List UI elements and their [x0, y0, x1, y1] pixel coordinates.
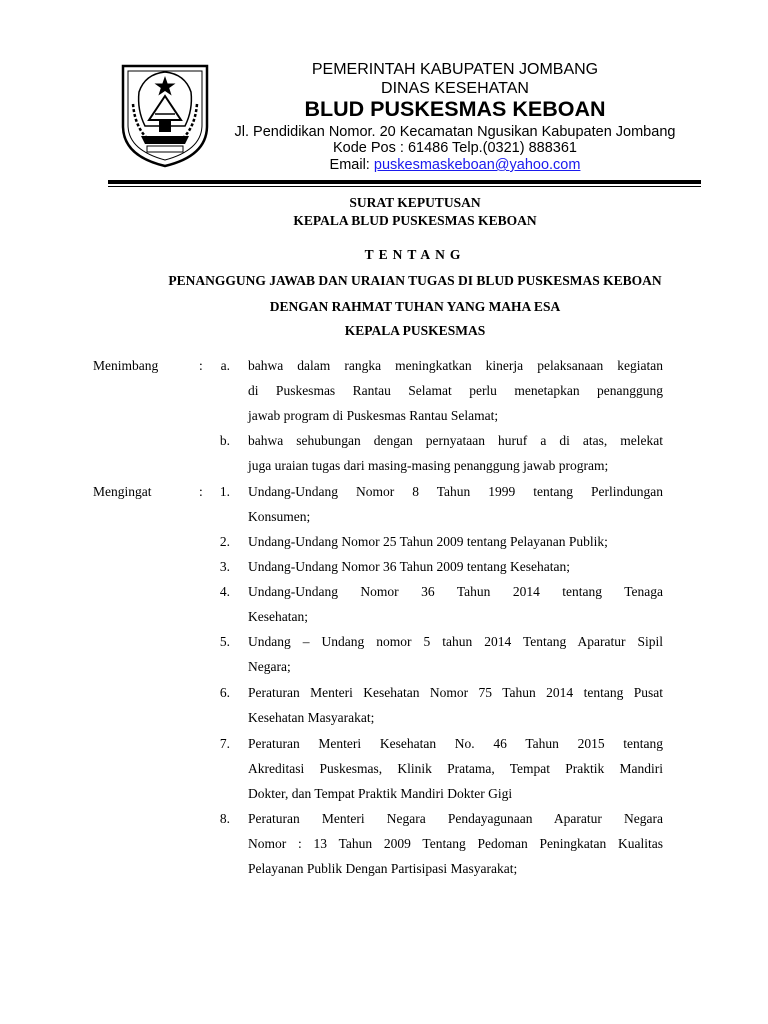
mengingat-item-1-marker: 1.	[219, 484, 230, 499]
mengingat-item-2-marker: 2.	[219, 534, 230, 549]
mengingat-item-7-line-1: Peraturan Menteri Kesehatan No. 46 Tahun 2015 tentang	[248, 736, 663, 751]
letterhead-institution: BLUD PUSKESMAS KEBOAN	[304, 97, 606, 121]
menimbang-item-a-marker: a.	[220, 358, 230, 373]
invocation-line: DENGAN RAHMAT TUHAN YANG MAHA ESA	[269, 299, 561, 314]
letterhead-divider-thick	[108, 180, 701, 184]
mengingat-item-7-line-2: Akreditasi Puskesmas, Klinik Pratama, Tempat Praktik Mandiri	[248, 761, 663, 776]
mengingat-colon: :	[199, 484, 203, 499]
menimbang-label: Menimbang	[93, 358, 159, 373]
mengingat-item-6-line-2: Kesehatan Masyarakat;	[248, 710, 375, 725]
email-label: Email:	[329, 157, 374, 173]
menimbang-item-a-line-1: bahwa dalam rangka meningkatkan kinerja pelaksanaan kegiatan	[248, 358, 663, 373]
menimbang-item-a-line-2: di Puskesmas Rantau Selamat perlu menetapkan penanggung	[248, 383, 663, 398]
email-link[interactable]: puskesmaskeboan@yahoo.com	[373, 157, 581, 173]
letterhead-agency: DINAS KESEHATAN	[381, 80, 529, 97]
mengingat-item-4-line-2: Kesehatan;	[248, 609, 308, 624]
menimbang-item-b-marker: b.	[219, 433, 230, 448]
mengingat-item-6-marker: 6.	[219, 685, 230, 700]
mengingat-item-4-marker: 4.	[219, 584, 230, 599]
mengingat-item-7-line-3: Dokter, dan Tempat Praktik Mandiri Dokter Gigi	[248, 786, 513, 801]
letterhead-address: Jl. Pendidikan Nomor. 20 Kecamatan Ngusikan Kabupaten Jombang	[234, 124, 676, 140]
mengingat-item-8-line-2: Nomor : 13 Tahun 2009 Tentang Pedoman Peningkatan Kualitas	[248, 836, 663, 851]
tentang-heading: TENTANG	[364, 247, 466, 262]
document-type-title: SURAT KEPUTUSAN	[349, 195, 481, 210]
document-issuer-title: KEPALA BLUD PUSKESMAS KEBOAN	[293, 213, 537, 228]
mengingat-item-5-marker: 5.	[219, 634, 230, 649]
mengingat-item-3-line-1: Undang-Undang Nomor 36 Tahun 2009 tentang Kesehatan;	[248, 559, 570, 574]
menimbang-item-a-line-3: jawab program di Puskesmas Rantau Selamat;	[248, 408, 499, 423]
mengingat-label: Mengingat	[93, 484, 152, 499]
letterhead-government: PEMERINTAH KABUPATEN JOMBANG	[311, 61, 599, 78]
mengingat-item-5-line-1: Undang – Undang nomor 5 tahun 2014 Tentang Aparatur Sipil	[248, 634, 663, 649]
mengingat-item-1-line-2: Konsumen;	[248, 509, 311, 524]
mengingat-item-7-marker: 7.	[219, 736, 230, 751]
mengingat-item-8-marker: 8.	[219, 811, 230, 826]
mengingat-item-1-line-1: Undang-Undang Nomor 8 Tahun 1999 tentang Perlindungan	[248, 484, 663, 499]
menimbang-item-b-line-2: juga uraian tugas dari masing-masing penanggung jawab program;	[248, 458, 609, 473]
mengingat-item-4-line-1: Undang-Undang Nomor 36 Tahun 2014 tentang Tenaga	[248, 584, 663, 599]
issuer-line: KEPALA PUSKESMAS	[344, 323, 486, 338]
jombang-emblem-logo	[119, 64, 211, 168]
menimbang-item-b-line-1: bahwa sehubungan dengan pernyataan huruf a di atas, melekat	[248, 433, 663, 448]
letterhead-email-line	[215, 158, 695, 173]
menimbang-colon: :	[199, 358, 203, 373]
letterhead-divider-thin	[108, 186, 701, 187]
mengingat-item-8-line-1: Peraturan Menteri Negara Pendayagunaan Aparatur Negara	[248, 811, 663, 826]
document-subject: PENANGGUNG JAWAB DAN URAIAN TUGAS DI BLUD PUSKESMAS KEBOAN	[168, 273, 662, 288]
mengingat-item-6-line-1: Peraturan Menteri Kesehatan Nomor 75 Tahun 2014 tentang Pusat	[248, 685, 663, 700]
mengingat-item-2-line-1: Undang-Undang Nomor 25 Tahun 2009 tentang Pelayanan Publik;	[248, 534, 608, 549]
letterhead-postal-phone: Kode Pos : 61486 Telp.(0321) 888361	[332, 140, 577, 156]
mengingat-item-8-line-3: Pelayanan Publik Dengan Partisipasi Masyarakat;	[248, 861, 518, 876]
mengingat-item-5-line-2: Negara;	[248, 659, 291, 674]
mengingat-item-3-marker: 3.	[219, 559, 230, 574]
